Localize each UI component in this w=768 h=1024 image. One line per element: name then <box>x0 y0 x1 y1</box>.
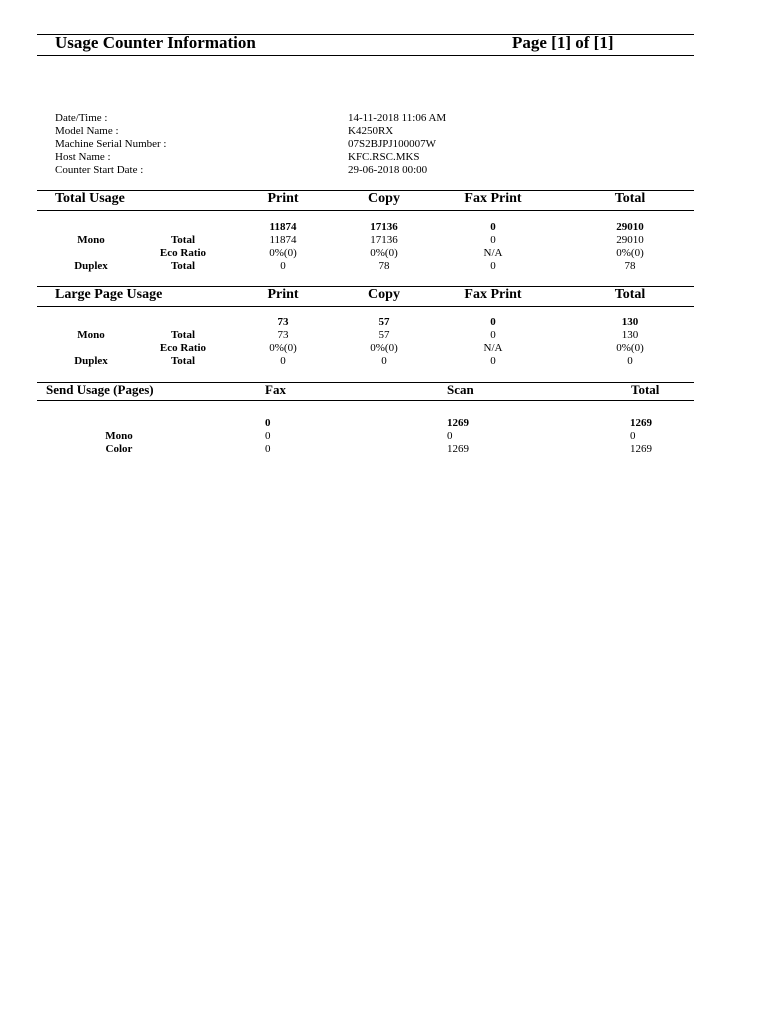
column-header: Print <box>267 191 299 206</box>
row-label: Mono <box>105 430 133 442</box>
column-header: Copy <box>368 191 400 206</box>
sum-cell: 57 <box>378 316 390 328</box>
row-label: Color <box>105 443 133 455</box>
column-header: Fax <box>265 382 286 397</box>
table-cell: 0 <box>280 260 286 272</box>
sum-cell: 11874 <box>269 221 297 233</box>
row-label: Eco Ratio <box>159 247 207 259</box>
table-cell: 0 <box>490 260 496 272</box>
table-cell: 0%(0) <box>269 342 297 354</box>
info-labels <box>55 112 167 177</box>
info-value: 14-11-2018 11:06 AM <box>348 112 447 124</box>
table-cell: 0 <box>381 355 387 367</box>
row-group-label: Duplex <box>74 260 108 272</box>
table-cell: 0 <box>490 234 496 246</box>
page-title: Usage Counter Information <box>55 33 256 52</box>
column-header: Fax Print <box>464 287 522 302</box>
column-header: Print <box>267 287 299 302</box>
table-cell: 17136 <box>370 234 398 246</box>
table-cell: 0 <box>265 430 271 442</box>
table-cell: 73 <box>277 329 289 341</box>
table-cell: 78 <box>624 260 636 272</box>
sum-cell: 0 <box>265 417 271 429</box>
table-cell: 0 <box>490 329 496 341</box>
table-cell: 57 <box>378 329 390 341</box>
sum-cell: 0 <box>490 316 496 328</box>
header-bottom-rule <box>37 55 694 56</box>
section-rule <box>37 190 694 191</box>
page-number: Page [1] of [1] <box>512 33 614 52</box>
table-cell: 0 <box>280 355 286 367</box>
row-label: Eco Ratio <box>159 342 207 354</box>
section-rule <box>37 400 694 401</box>
table-cell: 0 <box>627 355 633 367</box>
sum-cell: 1269 <box>630 417 652 429</box>
info-label: Model Name : <box>55 125 119 137</box>
table-cell: 0%(0) <box>370 342 398 354</box>
row-label: Total <box>170 329 196 341</box>
table-cell: 130 <box>621 329 639 341</box>
column-header: Fax Print <box>464 191 522 206</box>
large-page-usage-title: Large Page Usage <box>55 287 163 302</box>
column-header: Copy <box>368 287 400 302</box>
row-group-label: Duplex <box>74 355 108 367</box>
table-cell: 0 <box>630 430 636 442</box>
table-cell: 0 <box>265 443 271 455</box>
table-cell: 0 <box>490 355 496 367</box>
sum-cell: 73 <box>277 316 289 328</box>
row-label: Total <box>170 355 196 367</box>
sum-cell: 1269 <box>447 417 469 429</box>
table-cell: 0%(0) <box>370 247 398 259</box>
column-header: Total <box>614 191 646 206</box>
sum-cell: 0 <box>490 221 496 233</box>
section-rule <box>37 306 694 307</box>
row-group-label: Mono <box>77 234 105 246</box>
section-rule <box>37 210 694 211</box>
column-header: Total <box>614 287 646 302</box>
table-cell: N/A <box>483 342 503 354</box>
table-cell: 1269 <box>630 443 652 455</box>
info-value: K4250RX <box>348 125 394 137</box>
row-group-label: Mono <box>77 329 105 341</box>
table-cell: 11874 <box>269 234 297 246</box>
sum-cell: 130 <box>621 316 639 328</box>
sum-cell: 17136 <box>370 221 398 233</box>
info-label: Counter Start Date : <box>55 164 144 176</box>
table-cell: 0%(0) <box>616 247 644 259</box>
info-values <box>348 112 446 177</box>
info-value: KFC.RSC.MKS <box>348 151 420 163</box>
info-label: Machine Serial Number : <box>55 138 167 150</box>
column-header: Total <box>631 382 660 397</box>
info-label: Host Name : <box>55 151 111 163</box>
table-cell: 0%(0) <box>616 342 644 354</box>
info-value: 07S2BJPJ100007W <box>348 138 437 150</box>
sum-cell: 29010 <box>616 221 644 233</box>
total-usage-title: Total Usage <box>55 191 125 206</box>
send-usage-title: Send Usage (Pages) <box>46 382 154 397</box>
table-cell: 1269 <box>447 443 469 455</box>
table-cell: N/A <box>483 247 503 259</box>
table-cell: 29010 <box>616 234 644 246</box>
info-label: Date/Time : <box>55 112 108 124</box>
row-label: Total <box>170 260 196 272</box>
table-cell: 78 <box>378 260 390 272</box>
table-cell: 0 <box>447 430 453 442</box>
table-cell: 0%(0) <box>269 247 297 259</box>
row-label: Total <box>170 234 196 246</box>
column-header: Scan <box>447 382 474 397</box>
info-value: 29-06-2018 00:00 <box>348 164 428 176</box>
